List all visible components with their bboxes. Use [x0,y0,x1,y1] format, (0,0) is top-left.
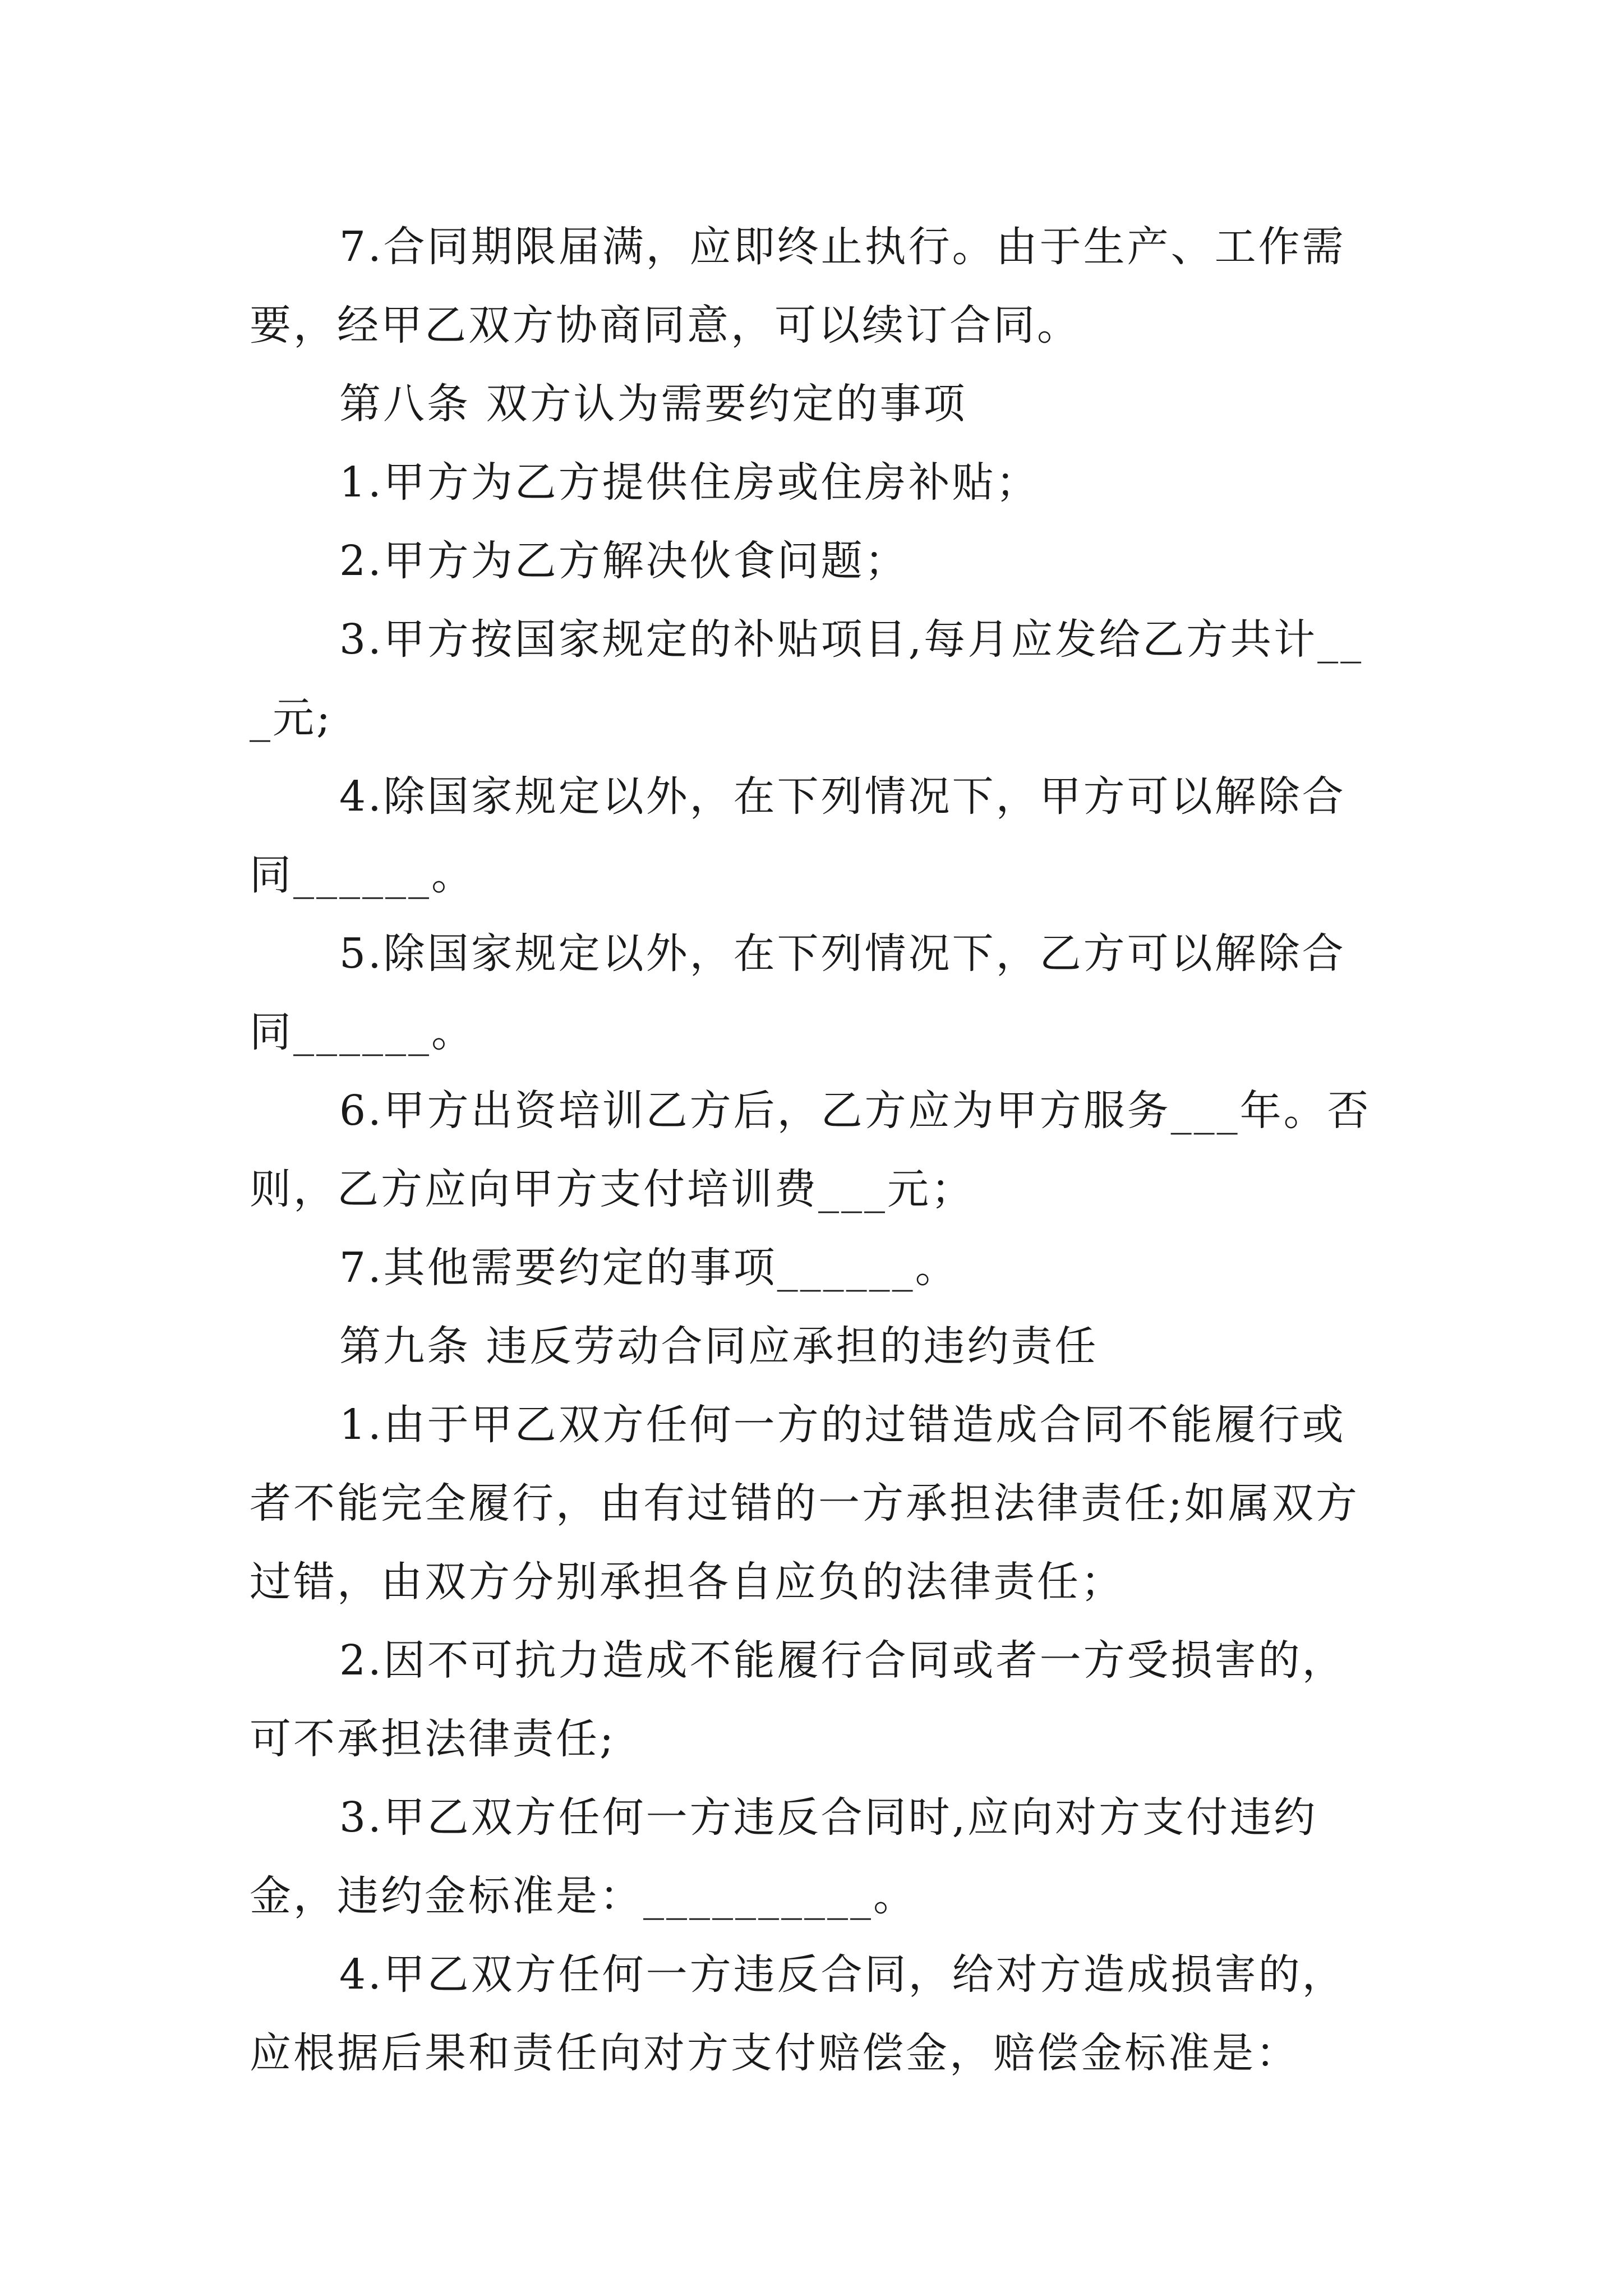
paragraph-8-2-meals: 2.甲方为乙方解决伙食问题； [339,537,909,585]
paragraph-9-1-fault-liability: 1.由于甲乙双方任何一方的过错造成合同不能履行或者不能完全履行，由有过错的一方承担法律责任;如属双方过错，由双方分别承担各自应负的法律责任； [250,1401,1359,1606]
document-body [250,208,1382,2092]
paragraph-8-6-training: 6.甲方出资培训乙方后，乙方应为甲方服务___年。否则，乙方应向甲方支付培训费___元； [250,1087,1371,1213]
paragraph-8-4-employer-termination: 4.除国家规定以外，在下列情况下，甲方可以解除合同______。 [250,772,1346,899]
paragraph-9-3-penalty: 3.甲乙双方任何一方违反合同时,应向对方支付违约金，违约金标准是：__________。 [250,1793,1318,1920]
paragraph-8-1-housing: 1.甲方为乙方提供住房或住房补贴； [339,458,1040,507]
paragraph-8-5-employee-termination: 5.除国家规定以外，在下列情况下，乙方可以解除合同______。 [250,930,1346,1056]
paragraph-8-7-other-matters: 7.其他需要约定的事项______。 [339,1244,959,1292]
paragraph-9-2-force-majeure: 2.因不可抗力造成不能履行合同或者一方受损害的，可不承担法律责任; [250,1636,1346,1763]
heading-article-8: 第八条 双方认为需要约定的事项 [339,380,967,428]
heading-article-9: 第九条 违反劳动合同应承担的违约责任 [339,1322,1099,1370]
paragraph-7-contract-expiry: 7.合同期限届满，应即终止执行。由于生产、工作需要，经甲乙双方协商同意，可以续订合同。 [250,223,1346,349]
paragraph-9-4-compensation: 4.甲乙双方任何一方违反合同，给对方造成损害的，应根据后果和责任向对方支付赔偿金，赔偿金标准是： [250,1950,1346,2077]
paragraph-8-3-subsidy: 3.甲方按国家规定的补贴项目,每月应发给乙方共计___元; [250,615,1364,742]
